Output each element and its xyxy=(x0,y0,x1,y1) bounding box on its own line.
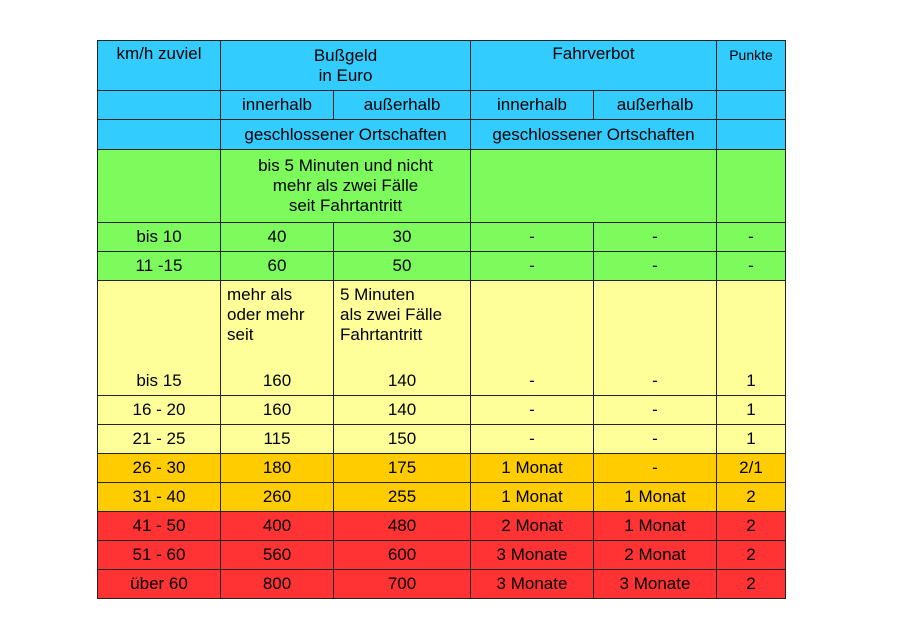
header-fine-outer: außerhalb xyxy=(334,91,471,120)
ban-inner-cell: 1 Monat xyxy=(471,454,594,483)
speed-cell: bis 10 xyxy=(98,223,221,252)
speed-cell: bis 15 xyxy=(98,281,221,396)
ban-inner-cell: - xyxy=(471,425,594,454)
note-yellow-left: mehr als oder mehr seit xyxy=(227,285,305,344)
ban-inner-cell: 3 Monate xyxy=(471,570,594,599)
ban-outer-cell: - xyxy=(594,223,717,252)
fine-inner-cell: 115 xyxy=(221,425,334,454)
empty-cell xyxy=(98,150,221,223)
fine-table xyxy=(97,40,786,599)
speed-cell: über 60 xyxy=(98,570,221,599)
table-row xyxy=(98,512,786,541)
fine-outer-value: 140 xyxy=(387,371,417,390)
table-row xyxy=(98,425,786,454)
header-empty xyxy=(717,120,786,150)
ban-outer-cell: - xyxy=(594,396,717,425)
header-fine-localities: geschlossener Ortschaften xyxy=(221,120,471,150)
fine-inner-cell: 560 xyxy=(221,541,334,570)
header-speed: km/h zuviel xyxy=(98,41,221,91)
fine-outer-cell: 140 xyxy=(334,396,471,425)
table-row xyxy=(98,541,786,570)
ban-inner-cell: - xyxy=(471,396,594,425)
points-cell: 2 xyxy=(717,512,786,541)
points-cell: 1 xyxy=(717,425,786,454)
table-row xyxy=(98,223,786,252)
fine-inner-cell: 180 xyxy=(221,454,334,483)
header-ban-inner: innerhalb xyxy=(471,91,594,120)
fine-inner-value: 160 xyxy=(262,371,292,390)
table-row xyxy=(98,483,786,512)
ban-outer-cell: - xyxy=(594,425,717,454)
speed-cell: 16 - 20 xyxy=(98,396,221,425)
header-empty xyxy=(98,91,221,120)
ban-outer-cell: 2 Monat xyxy=(594,541,717,570)
fine-outer-cell: 50 xyxy=(334,252,471,281)
points-cell: 2 xyxy=(717,541,786,570)
header-empty xyxy=(717,91,786,120)
ban-outer-cell: - xyxy=(594,454,717,483)
table-row xyxy=(98,281,786,396)
fine-inner-cell xyxy=(221,281,334,396)
fine-outer-cell: 480 xyxy=(334,512,471,541)
ban-outer-cell: - xyxy=(594,252,717,281)
points-cell: 2 xyxy=(717,483,786,512)
fine-outer-cell: 600 xyxy=(334,541,471,570)
ban-inner-cell: - xyxy=(471,252,594,281)
ban-inner-cell: - xyxy=(471,223,594,252)
speed-cell: 11 -15 xyxy=(98,252,221,281)
fine-inner-cell: 160 xyxy=(221,396,334,425)
fine-outer-cell: 150 xyxy=(334,425,471,454)
table-row xyxy=(98,570,786,599)
table-row xyxy=(98,396,786,425)
points-cell: 2/1 xyxy=(717,454,786,483)
points-cell: 2 xyxy=(717,570,786,599)
header-fine-inner: innerhalb xyxy=(221,91,334,120)
speed-cell: 26 - 30 xyxy=(98,454,221,483)
fine-outer-cell: 255 xyxy=(334,483,471,512)
note-yellow-right: 5 Minuten als zwei Fälle Fahrtantritt xyxy=(340,285,443,344)
header-fine: Bußgeld in Euro xyxy=(221,41,471,91)
ban-inner-cell: 1 Monat xyxy=(471,483,594,512)
empty-cell xyxy=(471,150,717,223)
points-cell: 1 xyxy=(717,281,786,396)
header-ban: Fahrverbot xyxy=(471,41,717,91)
ban-outer-cell: - xyxy=(594,281,717,396)
fine-inner-cell: 260 xyxy=(221,483,334,512)
ban-outer-cell: 1 Monat xyxy=(594,483,717,512)
fine-outer-cell: 30 xyxy=(334,223,471,252)
table-row xyxy=(98,252,786,281)
table-row xyxy=(98,454,786,483)
header-ban-outer: außerhalb xyxy=(594,91,717,120)
header-points: Punkte xyxy=(717,41,786,91)
ban-inner-cell: 3 Monate xyxy=(471,541,594,570)
points-cell: 1 xyxy=(717,396,786,425)
speed-cell: 51 - 60 xyxy=(98,541,221,570)
ban-outer-cell: 3 Monate xyxy=(594,570,717,599)
speed-cell: 21 - 25 xyxy=(98,425,221,454)
ban-outer-cell: 1 Monat xyxy=(594,512,717,541)
fine-inner-cell: 400 xyxy=(221,512,334,541)
speed-cell: 41 - 50 xyxy=(98,512,221,541)
note-green: bis 5 Minuten und nicht mehr als zwei Fälle seit Fahrtantritt xyxy=(221,150,471,223)
ban-inner-cell: 2 Monat xyxy=(471,512,594,541)
fine-inner-cell: 800 xyxy=(221,570,334,599)
ban-inner-cell: - xyxy=(471,281,594,396)
points-cell: - xyxy=(717,223,786,252)
fine-outer-cell xyxy=(334,281,471,396)
empty-cell xyxy=(717,150,786,223)
fine-outer-cell: 700 xyxy=(334,570,471,599)
speed-cell: 31 - 40 xyxy=(98,483,221,512)
fine-inner-cell: 40 xyxy=(221,223,334,252)
fine-inner-cell: 60 xyxy=(221,252,334,281)
fine-outer-cell: 175 xyxy=(334,454,471,483)
header-ban-localities: geschlossener Ortschaften xyxy=(471,120,717,150)
points-cell: - xyxy=(717,252,786,281)
header-empty xyxy=(98,120,221,150)
